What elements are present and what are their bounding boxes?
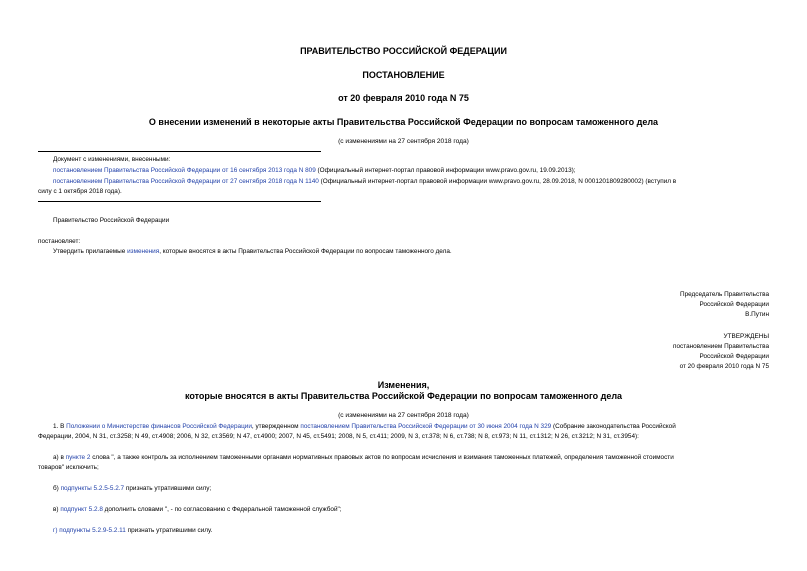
approve-paragraph xyxy=(53,246,452,257)
approved-line-2: постановлением Правительства xyxy=(673,343,769,350)
pb-prefix: б) xyxy=(53,485,61,492)
paragraph-g xyxy=(53,525,212,536)
paragraph-1-cont: Федерации, 2004, N 31, ст.3258; N 49, ст.4908; 2006, N 32, ст.3569; N 47, ст.4900; 2007, N 45, ст.5491; 2008, N 5, ст.411; 2009, N 3, ст.378; N 6, ст.738; N 8, ст.973; N 11, ст.1312; N 26, ст.3212; N 31, ст.3954): xyxy=(38,433,639,440)
link-decree-329[interactable]: постановлением Правительства Российской Федерации от 30 июня 2004 года N 329 xyxy=(300,423,552,430)
signature-country: Российской Федерации xyxy=(699,301,769,308)
paragraph-v xyxy=(53,504,342,515)
approve-post: , которые вносятся в акты Правительства Российской Федерации по вопросам таможенного дела. xyxy=(159,248,452,255)
paragraph-a-cont: товаров" исключить; xyxy=(38,464,99,471)
pb-text: признать утратившими силу; xyxy=(124,485,212,492)
document-date-number: от 20 февраля 2010 года N 75 xyxy=(338,93,469,103)
pa-prefix: а) в xyxy=(53,454,66,461)
changes-item-2-cont: силу с 1 октября 2018 года). xyxy=(38,188,122,195)
p1-prefix: 1. В xyxy=(53,423,67,430)
bottom-divider xyxy=(38,201,321,202)
link-subpoints-5-2-5[interactable]: подпункты 5.2.5-5.2.7 xyxy=(60,485,125,492)
p1-source: (Собрание законодательства Российской xyxy=(551,423,676,430)
document-title: О внесении изменений в некоторые акты Правительства Российской Федерации по вопросам таможенного дела xyxy=(148,117,659,127)
pa-text: слова ", а также контроль за исполнением таможенными органами нормативных правовых актов по вопросам исчисления и взимания таможенных платежей, определения таможенной стоимости xyxy=(90,454,674,461)
link-decree-1140[interactable]: постановлением Правительства Российской Федерации от 27 сентября 2018 года N 1140 xyxy=(53,178,319,185)
government-subject: Правительство Российской Федерации xyxy=(53,217,170,224)
signature-name: В.Путин xyxy=(745,311,769,318)
changes-intro: Документ с изменениями, внесенными: xyxy=(53,156,171,163)
paragraph-a xyxy=(53,452,674,463)
changes-title: Изменения, xyxy=(377,380,430,390)
changes-item-1-text: (Официальный интернет-портал правовой информации www.pravo.gov.ru, 19.09.2013); xyxy=(315,167,576,174)
document-type: ПОСТАНОВЛЕНИЕ xyxy=(362,70,445,80)
p1-approved: , утвержденном xyxy=(251,423,301,430)
amended-note: (с изменениями на 27 сентября 2018 года) xyxy=(338,138,469,145)
approved-line-4: от 20 февраля 2010 года N 75 xyxy=(679,363,769,370)
link-decree-809[interactable]: постановлением Правительства Российской Федерации от 16 сентября 2013 года N 809 xyxy=(53,167,316,174)
link-subpoints-5-2-9[interactable]: г) подпункты 5.2.9-5.2.11 xyxy=(53,527,126,534)
resolves-text: постановляет: xyxy=(38,238,81,245)
link-subpoint-5-2-8[interactable]: подпункт 5.2.8 xyxy=(60,506,103,513)
changes-item-1 xyxy=(53,165,576,176)
approved-line-3: Российской Федерации xyxy=(699,353,769,360)
top-divider xyxy=(38,151,321,152)
approve-pre: Утвердить прилагаемые xyxy=(53,248,128,255)
approved-heading: УТВЕРЖДЕНЫ xyxy=(723,333,769,340)
link-point-2[interactable]: пункте 2 xyxy=(65,454,91,461)
government-heading: ПРАВИТЕЛЬСТВО РОССИЙСКОЙ ФЕДЕРАЦИИ xyxy=(300,46,507,56)
link-changes[interactable]: изменения xyxy=(127,248,160,255)
changes-item-2-text: (Официальный интернет-портал правовой информации www.pravo.gov.ru, 28.09.2018, N 0001201809280002) (вступил в xyxy=(318,178,677,185)
paragraph-b xyxy=(53,483,211,494)
pv-prefix: в) xyxy=(53,506,61,513)
changes-subtitle: которые вносятся в акты Правительства Российской Федерации по вопросам таможенного дела xyxy=(184,391,623,401)
pg-text: признать утратившими силу. xyxy=(125,527,213,534)
signature-position: Председатель Правительства xyxy=(680,291,769,298)
changes-amended-note: (с изменениями на 27 сентября 2018 года) xyxy=(338,412,469,419)
link-ministry-regulation[interactable]: Положении о Министерстве финансов Российской Федерации xyxy=(66,423,252,430)
changes-item-2 xyxy=(53,176,676,187)
pv-text: дополнить словами ", - по согласованию с Федеральной таможенной службой"; xyxy=(102,506,342,513)
